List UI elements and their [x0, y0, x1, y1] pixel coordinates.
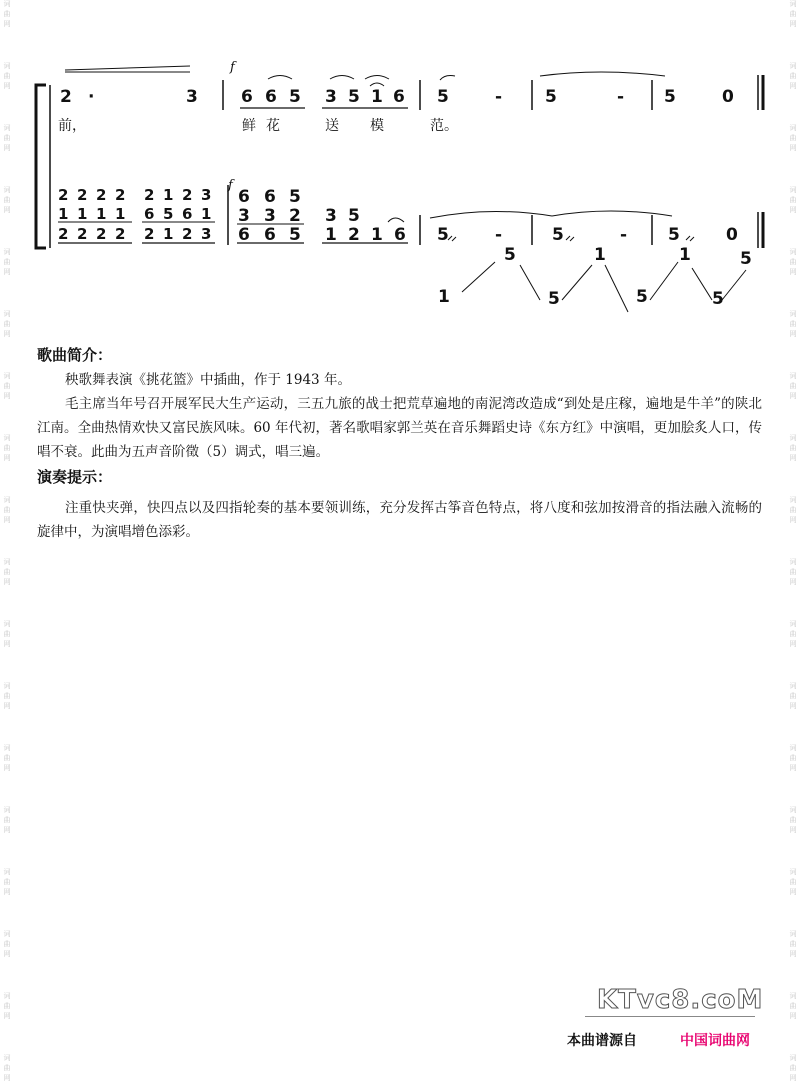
- arpeggio-note: 5: [548, 289, 560, 309]
- note: 6: [238, 225, 250, 245]
- score-excerpt: [0, 0, 800, 340]
- arpeggio-note: 5: [712, 289, 724, 309]
- dynamic-forte-accomp: f: [228, 178, 233, 193]
- watermark-char: 曲: [3, 134, 11, 142]
- system-bracket: [36, 85, 46, 248]
- watermark-char: 词: [3, 434, 11, 442]
- watermark-char: 曲: [789, 754, 797, 762]
- note: 3: [186, 87, 198, 107]
- watermark-char: 网: [3, 702, 11, 710]
- watermark-char: 网: [789, 1012, 797, 1020]
- note: 5: [163, 205, 174, 223]
- watermark-char: 曲: [3, 940, 11, 948]
- note: 1: [325, 225, 337, 245]
- note: 2: [348, 225, 360, 245]
- intro-paragraph-2: 毛主席当年号召开展军民大生产运动，三五九旅的战士把荒草遍地的南泥湾改造成“到处是庄稼，遍地是牛羊”的陕北江南。全曲热情欢快又富民族风味。60 年代初，著名歌唱家郭兰英在音乐舞蹈史诗《东方红》中演唱，更加脍炙人口，传唱不衰。此曲为五声音阶徵（5）调式，唱三遍。: [37, 396, 762, 460]
- watermark-char: 词: [3, 806, 11, 814]
- tips-paragraph-1: 注重快夹弹，快四点以及四指轮奏的基本要领训练，充分发挥古筝音色特点，将八度和弦加按滑音的指法融入流畅的旋律中，为演唱增色添彩。: [37, 500, 762, 540]
- note: 2: [144, 225, 155, 243]
- watermark-char: 网: [3, 826, 11, 834]
- watermark-char: 曲: [3, 630, 11, 638]
- watermark-char: 网: [789, 764, 797, 772]
- watermark-char: 词: [789, 186, 797, 194]
- lyric: 鲜: [242, 118, 256, 134]
- note: 2: [58, 225, 69, 243]
- watermark-char: 曲: [3, 568, 11, 576]
- watermark-char: 词: [3, 372, 11, 380]
- note: 6: [264, 187, 276, 207]
- note: 5: [289, 87, 301, 107]
- watermark-char: 曲: [789, 940, 797, 948]
- watermark-char: 词: [789, 62, 797, 70]
- note: 1: [96, 205, 107, 223]
- watermark-char: 网: [3, 20, 11, 28]
- note: 5: [348, 206, 360, 226]
- arpeggio-note: 5: [636, 287, 648, 307]
- watermark-char: 词: [789, 744, 797, 752]
- note: 2: [182, 225, 193, 243]
- watermark-char: 词: [789, 124, 797, 132]
- watermark-char: 网: [789, 454, 797, 462]
- note: 6: [241, 87, 253, 107]
- watermark-char: 网: [3, 206, 11, 214]
- watermark-char: 网: [789, 330, 797, 338]
- watermark-char: 曲: [789, 692, 797, 700]
- note: 2: [77, 186, 88, 204]
- arpeggio-note: 5: [504, 245, 516, 265]
- watermark-char: 曲: [3, 382, 11, 390]
- lyric: 花: [266, 118, 280, 134]
- note: 3: [238, 206, 250, 226]
- watermark-char: 曲: [3, 72, 11, 80]
- watermark-char: 网: [3, 1012, 11, 1020]
- intro-paragraph-1: 秧歌舞表演《挑花篮》中插曲，作于 1943 年。: [65, 372, 351, 388]
- watermark-char: 网: [3, 516, 11, 524]
- watermark-char: 曲: [3, 692, 11, 700]
- rest: 0: [726, 225, 738, 245]
- note: 1: [77, 205, 88, 223]
- note: 5: [552, 225, 564, 245]
- watermark-char: 网: [789, 144, 797, 152]
- note: 1: [163, 186, 174, 204]
- watermark-char: 词: [789, 930, 797, 938]
- watermark-char: 曲: [3, 444, 11, 452]
- note: 3: [264, 206, 276, 226]
- lyric: 模: [370, 118, 384, 134]
- note: 2: [182, 186, 193, 204]
- watermark-char: 曲: [789, 506, 797, 514]
- dynamic-forte-melody: f: [230, 60, 235, 75]
- note: 2: [115, 225, 126, 243]
- watermark-char: 网: [789, 950, 797, 958]
- note: 6: [144, 205, 155, 223]
- logo-divider: [585, 1016, 755, 1017]
- watermark-char: 词: [789, 434, 797, 442]
- watermark-char: 网: [3, 640, 11, 648]
- watermark-char: 词: [789, 496, 797, 504]
- source-site-link[interactable]: 中国词曲网: [680, 1033, 750, 1049]
- rest-dash: -: [495, 225, 503, 245]
- watermark-char: 词: [789, 868, 797, 876]
- tips-heading: 演奏提示：: [37, 468, 113, 486]
- watermark-char: 词: [789, 372, 797, 380]
- note: 2: [96, 186, 107, 204]
- note: 2: [289, 206, 301, 226]
- watermark-char: 曲: [3, 10, 11, 18]
- note: 5: [437, 87, 449, 107]
- lyric: 送: [325, 118, 339, 134]
- rest: 0: [722, 87, 734, 107]
- watermark-char: 曲: [789, 72, 797, 80]
- watermark-char: 曲: [789, 816, 797, 824]
- note-high: 1: [371, 87, 383, 107]
- watermark-char: 词: [3, 248, 11, 256]
- watermark-char: 曲: [789, 1002, 797, 1010]
- watermark-char: 词: [3, 930, 11, 938]
- note: 3: [201, 186, 212, 204]
- watermark-char: 网: [3, 764, 11, 772]
- watermark-char: 网: [789, 20, 797, 28]
- watermark-char: 词: [3, 682, 11, 690]
- watermark-char: 词: [789, 248, 797, 256]
- watermark-char: 网: [789, 640, 797, 648]
- watermark-char: 曲: [789, 196, 797, 204]
- rest-dash: -: [617, 87, 625, 107]
- note: 2: [144, 186, 155, 204]
- watermark-char: 网: [789, 702, 797, 710]
- note: 5: [668, 225, 680, 245]
- watermark-char: 网: [789, 392, 797, 400]
- watermark-char: 曲: [789, 878, 797, 886]
- watermark-char: 词: [3, 186, 11, 194]
- note: 2: [58, 186, 69, 204]
- watermark-char: 网: [789, 1074, 797, 1082]
- watermark-char: 词: [789, 682, 797, 690]
- watermark-char: 曲: [789, 320, 797, 328]
- arpeggio-note: 1: [679, 245, 691, 265]
- watermark-char: 词: [3, 992, 11, 1000]
- note: 3: [325, 206, 337, 226]
- watermark-char: 曲: [789, 568, 797, 576]
- watermark-char: 词: [3, 1054, 11, 1062]
- watermark-char: 网: [789, 82, 797, 90]
- watermark-char: 网: [789, 578, 797, 586]
- watermark-char: 词: [3, 62, 11, 70]
- note: 6: [265, 87, 277, 107]
- note: 1: [163, 225, 174, 243]
- watermark-char: 词: [3, 868, 11, 876]
- note: 5: [545, 87, 557, 107]
- watermark-char: 曲: [3, 506, 11, 514]
- watermark-char: 网: [3, 392, 11, 400]
- watermark-char: 曲: [789, 10, 797, 18]
- arpeggio-note: 1: [594, 245, 606, 265]
- note: 5: [289, 187, 301, 207]
- watermark-char: 曲: [3, 878, 11, 886]
- note: 6: [394, 225, 406, 245]
- watermark-char: 曲: [3, 320, 11, 328]
- hairpin-top: [65, 66, 190, 70]
- note: 2: [115, 186, 126, 204]
- watermark-char: 词: [789, 806, 797, 814]
- arpeggio-note: 5: [740, 249, 752, 269]
- watermark-char: 网: [3, 1074, 11, 1082]
- note: 3: [325, 87, 337, 107]
- watermark-char: 曲: [3, 1064, 11, 1072]
- watermark-char: 词: [3, 0, 11, 8]
- note: 6: [264, 225, 276, 245]
- watermark-char: 词: [3, 124, 11, 132]
- watermark-char: 网: [3, 268, 11, 276]
- watermark-char: 曲: [3, 754, 11, 762]
- watermark-char: 曲: [789, 630, 797, 638]
- source-label: 本曲谱源自: [567, 1033, 637, 1049]
- note: 5: [437, 225, 449, 245]
- note: 6: [238, 187, 250, 207]
- watermark-char: 词: [789, 310, 797, 318]
- watermark-char: 曲: [789, 382, 797, 390]
- watermark-char: 词: [789, 1054, 797, 1062]
- watermark-char: 网: [3, 578, 11, 586]
- note: 3: [201, 225, 212, 243]
- note: 1: [58, 205, 69, 223]
- watermark-char: 曲: [3, 816, 11, 824]
- note: 1: [201, 205, 212, 223]
- intro-heading: 歌曲简介：: [37, 346, 113, 364]
- watermark-char: 网: [789, 826, 797, 834]
- watermark-char: 曲: [3, 1002, 11, 1010]
- note: 1: [371, 225, 383, 245]
- note: 2: [96, 225, 107, 243]
- watermark-char: 曲: [789, 134, 797, 142]
- watermark-char: 词: [3, 496, 11, 504]
- lyric: 前，: [58, 118, 86, 134]
- watermark-char: 词: [3, 744, 11, 752]
- watermark-char: 网: [3, 888, 11, 896]
- watermark-char: 网: [789, 516, 797, 524]
- arpeggio-note: 1: [438, 287, 450, 307]
- watermark-char: 词: [3, 558, 11, 566]
- watermark-char: 词: [3, 310, 11, 318]
- site-logo: KTvc8.coM: [597, 985, 764, 1015]
- watermark-char: 网: [789, 206, 797, 214]
- rest-dash: -: [620, 225, 628, 245]
- watermark-char: 曲: [789, 1064, 797, 1072]
- watermark-char: 词: [789, 620, 797, 628]
- watermark-char: 词: [789, 992, 797, 1000]
- watermark-char: 网: [789, 888, 797, 896]
- watermark-char: 曲: [789, 258, 797, 266]
- watermark-char: 网: [3, 454, 11, 462]
- watermark-char: 网: [3, 330, 11, 338]
- note: 2: [77, 225, 88, 243]
- rest-dash: -: [495, 87, 503, 107]
- note: 5: [348, 87, 360, 107]
- lyric: 范。: [430, 118, 458, 134]
- watermark-char: 网: [789, 268, 797, 276]
- note: 2: [60, 87, 72, 107]
- watermark-char: 词: [3, 620, 11, 628]
- watermark-char: 网: [3, 82, 11, 90]
- watermark-char: 网: [3, 950, 11, 958]
- note: 6: [182, 205, 193, 223]
- watermark-char: 网: [3, 144, 11, 152]
- watermark-char: 词: [789, 0, 797, 8]
- note-dot: ·: [88, 87, 95, 107]
- watermark-char: 曲: [3, 258, 11, 266]
- watermark-char: 词: [789, 558, 797, 566]
- note: 5: [289, 225, 301, 245]
- note: 1: [115, 205, 126, 223]
- watermark-char: 曲: [789, 444, 797, 452]
- watermark-char: 曲: [3, 196, 11, 204]
- note: 6: [393, 87, 405, 107]
- score-lines: [0, 0, 800, 340]
- note: 5: [664, 87, 676, 107]
